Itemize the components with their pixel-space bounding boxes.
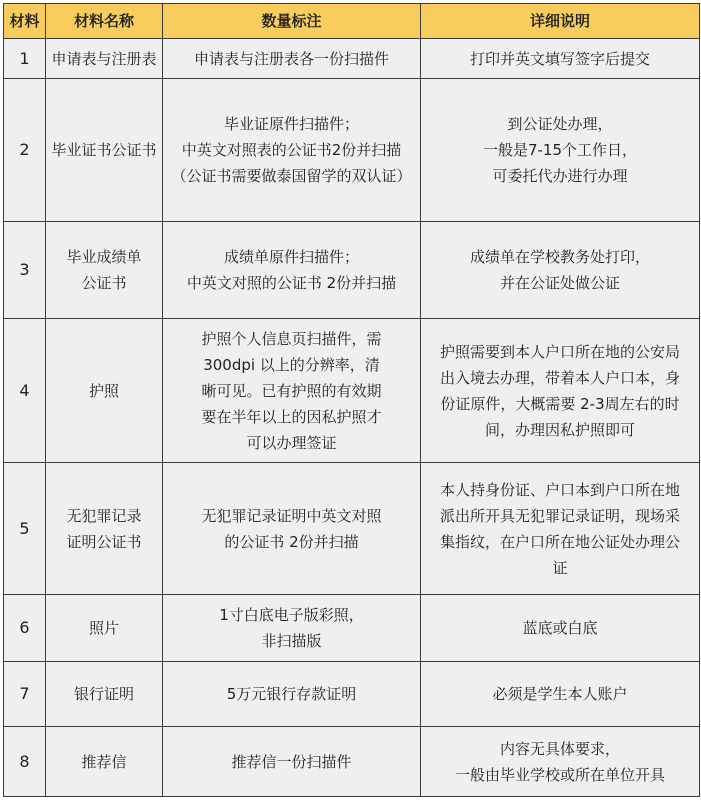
table-row — [4, 222, 700, 319]
cell-qty-line: （公证书需要做泰国留学的双认证） — [171, 167, 412, 185]
table-row — [4, 662, 700, 727]
cell-detail-line: 蓝底或白底 — [522, 619, 598, 637]
cell-name — [46, 595, 163, 662]
cell-name-line: 证明公证书 — [66, 532, 142, 551]
cell-name-line: 推荐信 — [81, 752, 127, 771]
cell-detail — [421, 463, 700, 595]
cell-no: 7 — [4, 662, 46, 727]
cell-detail-line: 派出所开具无犯罪记录证明，现场采 — [439, 506, 680, 525]
table-row — [4, 595, 700, 662]
header-no: 材料 — [4, 4, 46, 39]
cell-qty — [163, 79, 421, 222]
header-detail: 详细说明 — [421, 4, 700, 39]
cell-detail-line: 本人持身份证、户口本到户口所在地 — [439, 480, 680, 499]
cell-detail — [421, 595, 700, 662]
cell-detail-line: 间，办理因私护照即可 — [484, 420, 635, 439]
cell-qty-line: 300dpi 以上的分辨率，清 — [203, 355, 380, 374]
cell-qty-line: 成绩单原件扫描件； — [223, 248, 359, 266]
cell-qty — [163, 595, 421, 662]
cell-name-line: 毕业证书公证书 — [51, 141, 157, 159]
cell-detail-line: 可委托代办进行办理 — [492, 167, 628, 185]
table-row — [4, 39, 700, 79]
cell-detail — [421, 222, 700, 319]
table-row — [4, 727, 700, 797]
cell-qty — [163, 463, 421, 595]
cell-name — [46, 319, 163, 463]
cell-no: 3 — [4, 222, 46, 319]
cell-qty-line: 推荐信一份扫描件 — [231, 752, 352, 771]
cell-qty-line: 毕业证原件扫描件； — [223, 115, 359, 133]
cell-qty — [163, 39, 421, 79]
cell-detail-line: 一般由毕业学校或所在单位开具 — [454, 765, 665, 784]
cell-detail-line: 成绩单在学校教务处打印， — [469, 248, 650, 266]
cell-detail-line: 集指纹，在户口所在地公证处办理公 — [439, 532, 680, 551]
cell-qty-line: 非扫描版 — [261, 632, 322, 650]
cell-name-line: 毕业成绩单 — [66, 248, 142, 266]
cell-no: 5 — [4, 463, 46, 595]
cell-qty-line: 申请表与注册表各一份扫描件 — [193, 49, 389, 68]
cell-detail — [421, 39, 700, 79]
cell-detail-line: 护照需要到本人户口所在地的公安局 — [439, 342, 680, 361]
cell-detail-line: 份证原件，大概需要 2-3周左右的时 — [440, 394, 680, 413]
cell-no: 8 — [4, 727, 46, 797]
cell-name — [46, 727, 163, 797]
cell-qty — [163, 662, 421, 727]
cell-qty-line: 5万元银行存款证明 — [226, 685, 357, 703]
cell-detail-line: 一般是7-15个工作日， — [482, 141, 638, 159]
cell-name-line: 照片 — [88, 619, 119, 637]
cell-name-line: 申请表与注册表 — [51, 49, 157, 68]
cell-detail-line: 必须是学生本人账户 — [492, 685, 628, 703]
cell-name — [46, 463, 163, 595]
cell-no: 6 — [4, 595, 46, 662]
cell-detail — [421, 79, 700, 222]
header-qty: 数量标注 — [163, 4, 421, 39]
cell-detail-line: 证 — [552, 558, 568, 577]
table-row — [4, 79, 700, 222]
cell-detail-line: 出入境去办理，带着本人户口本，身 — [439, 368, 680, 387]
cell-qty-line: 可以办理签证 — [246, 433, 337, 452]
cell-qty-line: 1寸白底电子版彩照， — [219, 606, 364, 624]
cell-no: 2 — [4, 79, 46, 222]
table-row — [4, 463, 700, 595]
cell-detail-line: 并在公证处做公证 — [499, 274, 620, 292]
cell-name — [46, 79, 163, 222]
cell-qty-line: 无犯罪记录证明中英文对照 — [201, 506, 382, 525]
header-row — [4, 4, 700, 39]
cell-name — [46, 222, 163, 319]
cell-qty-line: 的公证书 2份并扫描 — [224, 532, 359, 551]
cell-name-line: 护照 — [88, 381, 119, 400]
cell-qty-line: 中英文对照表的公证书2份并扫描 — [181, 141, 402, 159]
cell-name-line: 银行证明 — [73, 685, 134, 703]
table-row — [4, 319, 700, 463]
cell-detail-line: 到公证处办理， — [507, 115, 613, 133]
cell-name — [46, 662, 163, 727]
cell-no: 1 — [4, 39, 46, 79]
cell-qty — [163, 727, 421, 797]
cell-detail — [421, 662, 700, 727]
cell-no: 4 — [4, 319, 46, 463]
cell-detail-line: 打印并英文填写签字后提交 — [469, 49, 650, 68]
cell-qty — [163, 222, 421, 319]
cell-name — [46, 39, 163, 79]
cell-name-line: 公证书 — [81, 274, 127, 292]
cell-qty-line: 晰可见。已有护照的有效期 — [201, 381, 382, 400]
materials-table — [3, 3, 700, 797]
cell-qty-line: 护照个人信息页扫描件，需 — [201, 329, 382, 348]
cell-detail-line: 内容无具体要求， — [499, 739, 620, 758]
cell-detail — [421, 727, 700, 797]
header-name: 材料名称 — [46, 4, 163, 39]
cell-qty-line: 中英文对照的公证书 2份并扫描 — [186, 274, 397, 292]
cell-qty — [163, 319, 421, 463]
cell-detail — [421, 319, 700, 463]
cell-name-line: 无犯罪记录 — [66, 506, 142, 525]
cell-qty-line: 要在半年以上的因私护照才 — [201, 407, 382, 426]
